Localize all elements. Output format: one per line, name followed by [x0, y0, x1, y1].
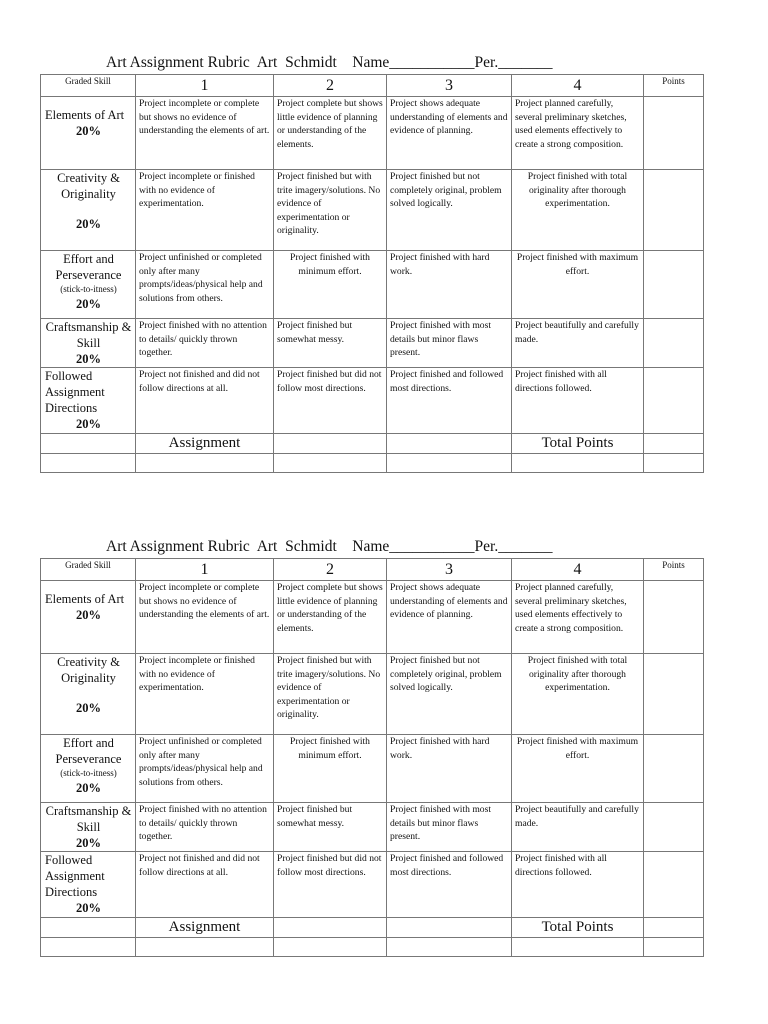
total-row: [41, 918, 704, 938]
skill-name: Elements of Art: [45, 108, 125, 122]
level-2-cell: Project finished but somewhat messy.: [274, 319, 387, 368]
points-cell[interactable]: [644, 803, 704, 852]
level-1-cell: Project finished with no attention to details/ quickly thrown together.: [136, 319, 274, 368]
blank-cell: [644, 938, 704, 957]
level-2-cell: Project complete but shows little evidence of planning or understanding of the elements.: [274, 581, 387, 654]
skill-weight: 20%: [76, 781, 101, 795]
table-row: [41, 368, 704, 434]
total-points-cell[interactable]: [644, 918, 704, 938]
level-4-cell: Project finished with all directions followed.: [512, 368, 644, 434]
level-1-cell: Project finished with no attention to details/ quickly thrown together.: [136, 803, 274, 852]
level-2-cell: Project complete but shows little evidence of planning or understanding of the elements.: [274, 97, 387, 170]
level-3-cell: Project finished but not completely original, problem solved logically.: [387, 654, 512, 735]
blank-cell: [41, 938, 136, 957]
total-points-cell[interactable]: [644, 434, 704, 454]
level-4-cell: Project planned carefully, several preliminary sketches, used elements effectively to create a strong composition.: [512, 581, 644, 654]
level-4-header: 4: [512, 75, 644, 97]
total-points-label: Total Points: [512, 434, 644, 454]
level-1-cell: Project unfinished or completed only after many prompts/ideas/physical help and solutions from others.: [136, 251, 274, 319]
level-1-cell: Project not finished and did not follow directions at all.: [136, 852, 274, 918]
total-blank-cell: [387, 434, 512, 454]
blank-cell: [274, 938, 387, 957]
level-4-cell: Project finished with all directions followed.: [512, 852, 644, 918]
assignment-name-cell[interactable]: [136, 454, 274, 473]
table-row: [41, 319, 704, 368]
skill-weight: 20%: [76, 836, 101, 850]
blank-row: [41, 454, 704, 473]
level-1-cell: Project incomplete or complete but shows no evidence of understanding the elements of art.: [136, 97, 274, 170]
level-3-cell: Project finished with hard work.: [387, 251, 512, 319]
level-2-cell: Project finished but did not follow most directions.: [274, 852, 387, 918]
skill-weight: 20%: [76, 417, 101, 431]
level-2-cell: Project finished but with trite imagery/solutions. No evidence of experimentation or originality.: [274, 654, 387, 735]
rubric-table: [40, 558, 704, 957]
level-4-cell: Project finished with maximum effort.: [512, 251, 644, 319]
total-points-label: Total Points: [512, 918, 644, 938]
level-4-cell: Project planned carefully, several preliminary sketches, used elements effectively to create a strong composition.: [512, 97, 644, 170]
points-header: Points: [644, 75, 704, 97]
total-blank-cell: [387, 918, 512, 938]
points-cell[interactable]: [644, 97, 704, 170]
level-2-header: 2: [274, 75, 387, 97]
points-header: Points: [644, 559, 704, 581]
level-4-cell: Project beautifully and carefully made.: [512, 319, 644, 368]
skill-weight: 20%: [76, 901, 101, 915]
total-row: [41, 434, 704, 454]
points-cell[interactable]: [644, 581, 704, 654]
table-row: [41, 97, 704, 170]
skill-name: Effort and Perseverance: [55, 736, 122, 766]
level-1-cell: Project incomplete or complete but shows no evidence of understanding the elements of art.: [136, 581, 274, 654]
points-cell[interactable]: [644, 735, 704, 803]
level-2-header: 2: [274, 559, 387, 581]
level-3-cell: Project shows adequate understanding of elements and evidence of planning.: [387, 97, 512, 170]
blank-cell: [644, 454, 704, 473]
skill-cell: [41, 735, 136, 803]
level-3-cell: Project finished but not completely original, problem solved logically.: [387, 170, 512, 251]
skill-cell: [41, 803, 136, 852]
total-blank-cell: [41, 918, 136, 938]
blank-row: [41, 938, 704, 957]
table-row: [41, 251, 704, 319]
rubric-table: [40, 74, 704, 473]
blank-cell: [387, 938, 512, 957]
skill-weight: 20%: [76, 608, 101, 622]
skill-cell: [41, 654, 136, 735]
level-1-cell: Project unfinished or completed only after many prompts/ideas/physical help and solutions from others.: [136, 735, 274, 803]
table-row: [41, 581, 704, 654]
table-row: [41, 803, 704, 852]
skill-name: Creativity & Originality: [57, 655, 120, 685]
level-1-cell: Project not finished and did not follow directions at all.: [136, 368, 274, 434]
rubric-bottom: [40, 536, 703, 957]
table-row: [41, 170, 704, 251]
level-3-cell: Project shows adequate understanding of elements and evidence of planning.: [387, 581, 512, 654]
level-4-cell: Project finished with total originality after thorough experimentation.: [512, 654, 644, 735]
skill-cell: [41, 368, 136, 434]
skill-name: Followed Assignment Directions: [45, 853, 105, 899]
points-cell[interactable]: [644, 852, 704, 918]
level-4-cell: Project beautifully and carefully made.: [512, 803, 644, 852]
level-3-header: 3: [387, 559, 512, 581]
points-cell[interactable]: [644, 170, 704, 251]
level-1-cell: Project incomplete or finished with no evidence of experimentation.: [136, 654, 274, 735]
rubric-top: [40, 52, 703, 473]
assignment-label: Assignment: [136, 434, 274, 454]
level-2-cell: Project finished but somewhat messy.: [274, 803, 387, 852]
skill-name: Elements of Art: [45, 592, 125, 606]
assignment-name-cell[interactable]: [136, 938, 274, 957]
skill-cell: [41, 251, 136, 319]
level-3-cell: Project finished and followed most directions.: [387, 852, 512, 918]
level-4-cell: Project finished with maximum effort.: [512, 735, 644, 803]
level-3-cell: Project finished with most details but minor flaws present.: [387, 803, 512, 852]
graded-skill-header: Graded Skill: [41, 75, 136, 97]
rubric-title: Art Assignment Rubric Art Schmidt Name___________Per._______: [106, 54, 553, 71]
level-2-cell: Project finished but with trite imagery/solutions. No evidence of experimentation or originality.: [274, 170, 387, 251]
level-3-cell: Project finished with most details but minor flaws present.: [387, 319, 512, 368]
skill-cell: [41, 319, 136, 368]
skill-name: Craftsmanship & Skill: [45, 804, 132, 834]
skill-subtitle: (stick-to-itness): [60, 284, 117, 294]
skill-name: Followed Assignment Directions: [45, 369, 105, 415]
skill-subtitle: (stick-to-itness): [60, 768, 117, 778]
level-3-cell: Project finished with hard work.: [387, 735, 512, 803]
blank-cell: [387, 454, 512, 473]
skill-weight: 20%: [76, 701, 101, 715]
blank-cell: [512, 454, 644, 473]
header-row: [41, 75, 704, 97]
assignment-label: Assignment: [136, 918, 274, 938]
level-1-header: 1: [136, 559, 274, 581]
points-cell[interactable]: [644, 368, 704, 434]
blank-cell: [512, 938, 644, 957]
points-cell[interactable]: [644, 319, 704, 368]
skill-name: Craftsmanship & Skill: [45, 320, 132, 350]
table-row: [41, 735, 704, 803]
total-blank-cell: [274, 434, 387, 454]
header-row: [41, 559, 704, 581]
level-1-cell: Project incomplete or finished with no evidence of experimentation.: [136, 170, 274, 251]
level-3-header: 3: [387, 75, 512, 97]
level-1-header: 1: [136, 75, 274, 97]
level-3-cell: Project finished and followed most directions.: [387, 368, 512, 434]
level-4-header: 4: [512, 559, 644, 581]
rubric-title: Art Assignment Rubric Art Schmidt Name___________Per._______: [106, 538, 553, 555]
level-4-cell: Project finished with total originality after thorough experimentation.: [512, 170, 644, 251]
skill-name: Creativity & Originality: [57, 171, 120, 201]
level-2-cell: Project finished with minimum effort.: [274, 251, 387, 319]
skill-weight: 20%: [76, 297, 101, 311]
table-row: [41, 654, 704, 735]
graded-skill-header: Graded Skill: [41, 559, 136, 581]
skill-weight: 20%: [76, 124, 101, 138]
skill-cell: [41, 97, 136, 170]
blank-cell: [274, 454, 387, 473]
total-blank-cell: [274, 918, 387, 938]
points-cell[interactable]: [644, 654, 704, 735]
skill-cell: [41, 170, 136, 251]
skill-name: Effort and Perseverance: [55, 252, 122, 282]
skill-cell: [41, 581, 136, 654]
points-cell[interactable]: [644, 251, 704, 319]
level-2-cell: Project finished but did not follow most directions.: [274, 368, 387, 434]
skill-weight: 20%: [76, 352, 101, 366]
blank-cell: [41, 454, 136, 473]
level-2-cell: Project finished with minimum effort.: [274, 735, 387, 803]
total-blank-cell: [41, 434, 136, 454]
table-row: [41, 852, 704, 918]
skill-weight: 20%: [76, 217, 101, 231]
skill-cell: [41, 852, 136, 918]
